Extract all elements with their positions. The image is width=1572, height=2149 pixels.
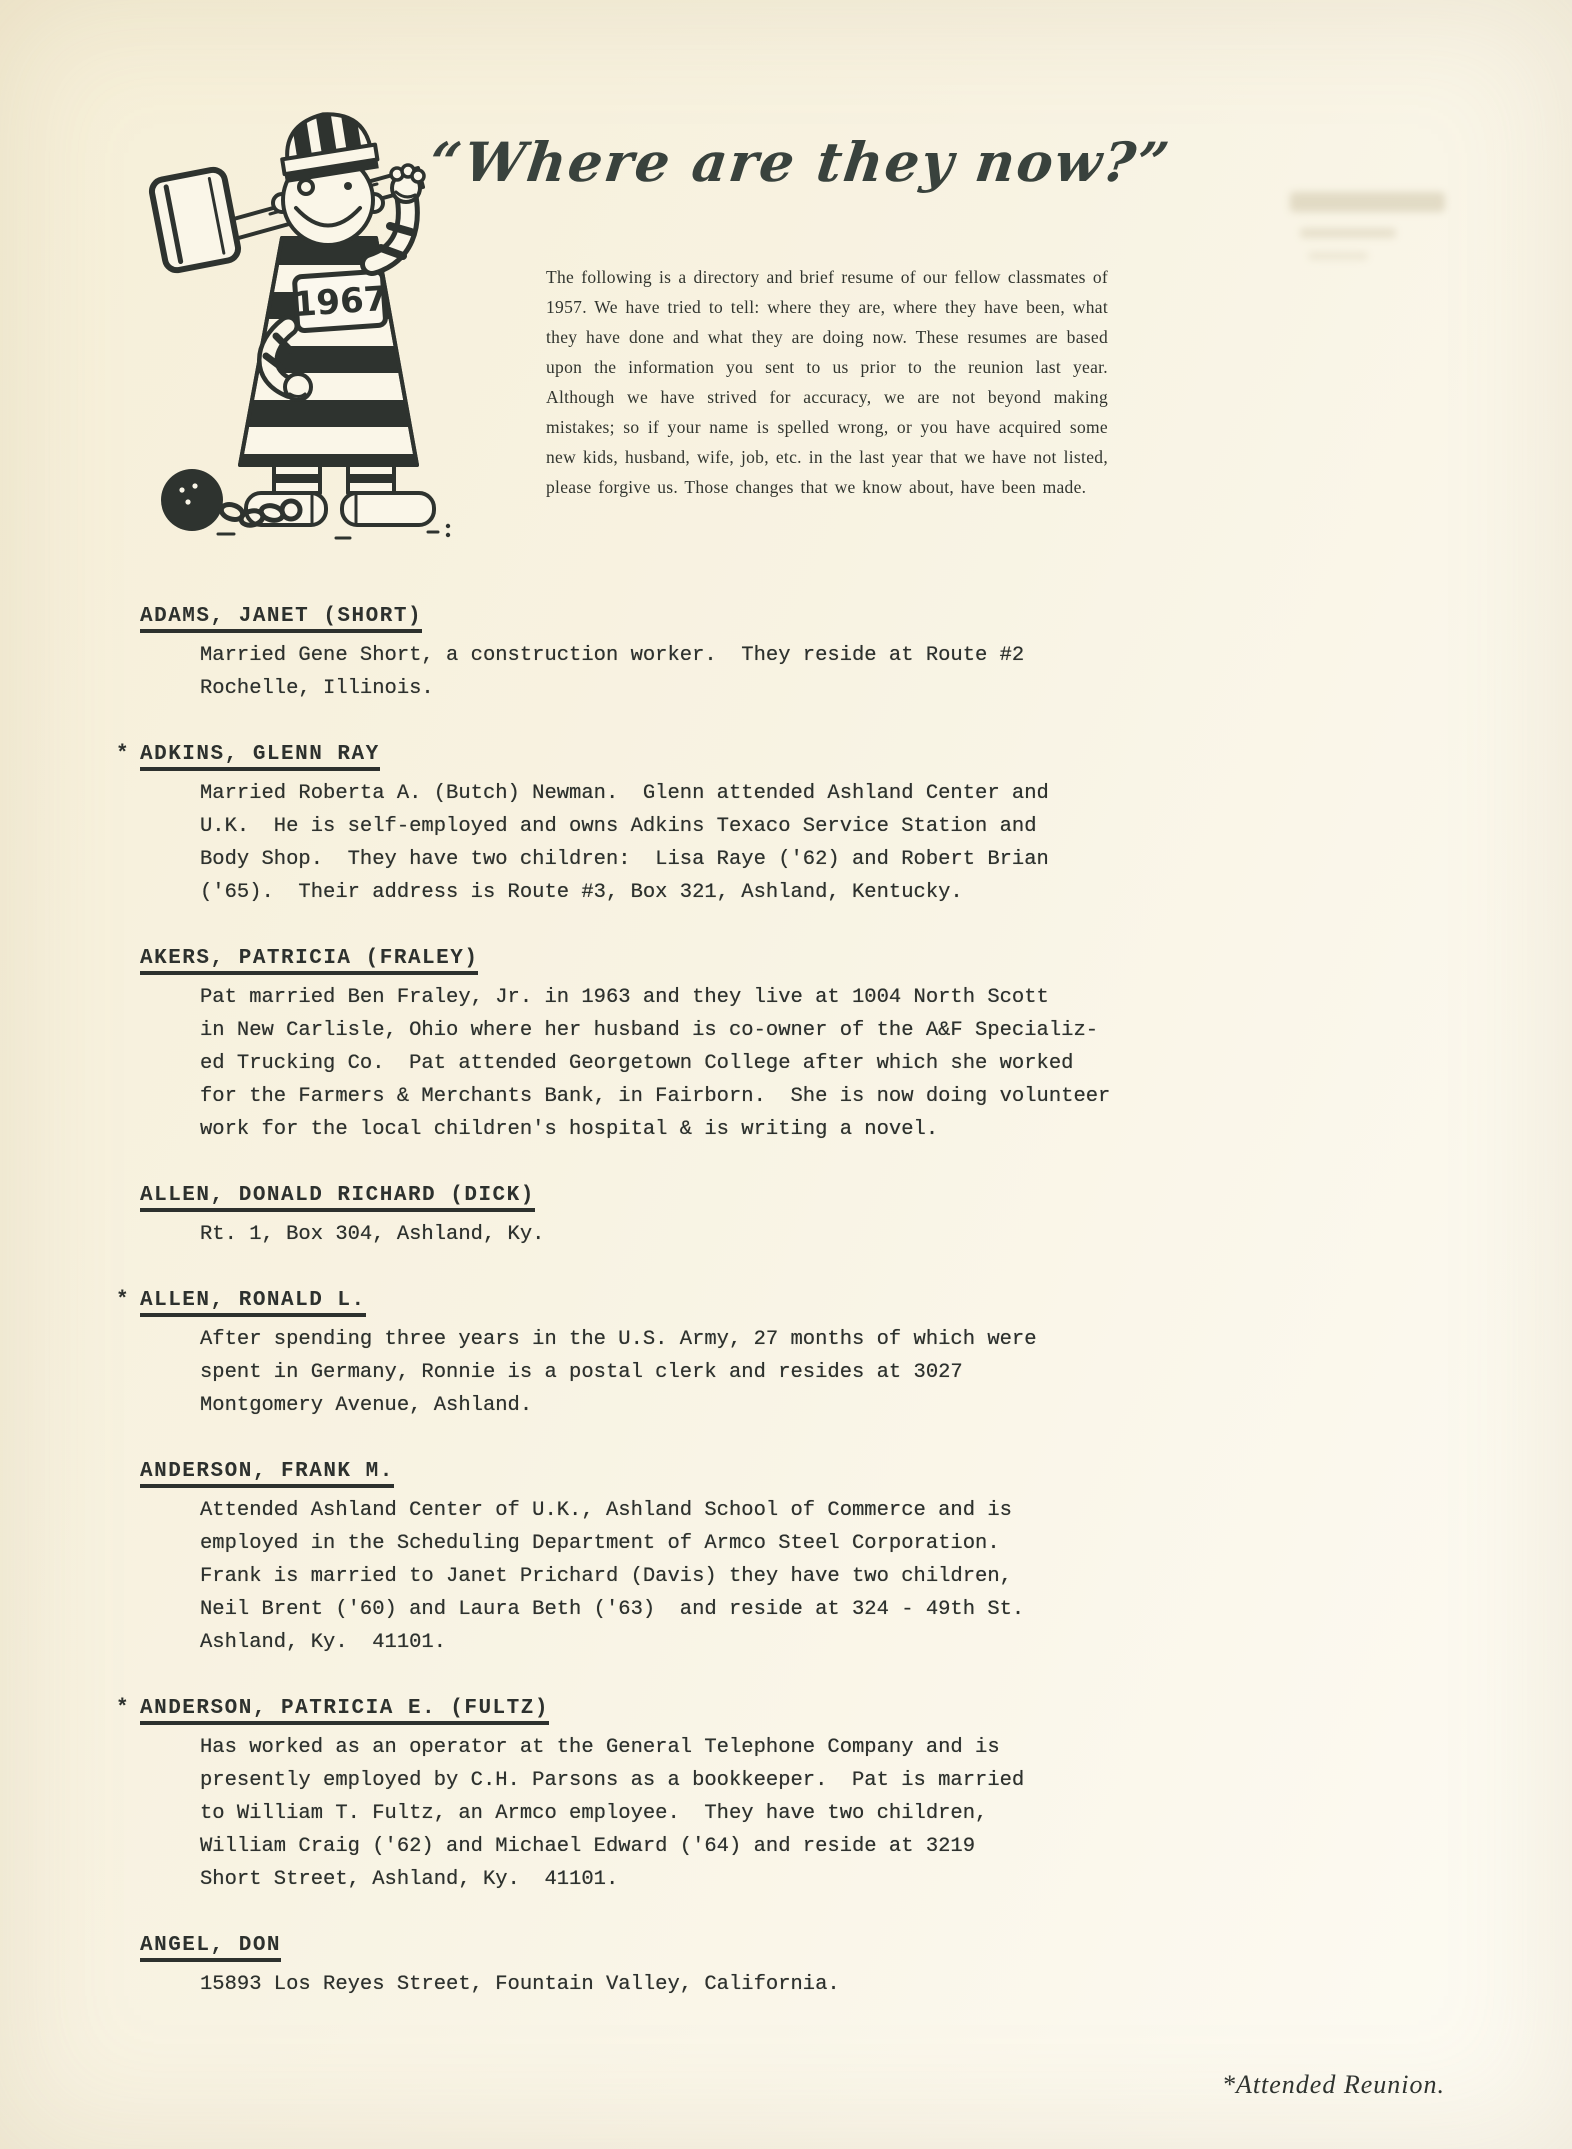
entry-line: 15893 Los Reyes Street, Fountain Valley, California.: [200, 1973, 840, 1996]
year-badge: [291, 271, 389, 331]
entry-body: [200, 1494, 1340, 1659]
entry-line: Rt. 1, Box 304, Ashland, Ky.: [200, 1223, 545, 1246]
entry-line: U.K. He is self-employed and owns Adkins Texaco Service Station and: [200, 815, 1037, 838]
entry-line: ('65). Their address is Route #3, Box 321, Ashland, Kentucky.: [200, 881, 963, 904]
ground-marks: [218, 532, 438, 538]
entry-line: After spending three years in the U.S. Army, 27 months of which were: [200, 1328, 1037, 1351]
entry-line: Married Roberta A. (Butch) Newman. Glenn attended Ashland Center and: [200, 782, 1049, 805]
entry-body: [200, 981, 1340, 1146]
entry-line: Montgomery Avenue, Ashland.: [200, 1394, 533, 1417]
entry-body: [200, 1218, 1340, 1251]
entry-line: ed Trucking Co. Pat attended Georgetown College after which she worked: [200, 1052, 1074, 1075]
entry-line: Has worked as an operator at the General Telephone Company and is: [200, 1736, 1000, 1759]
entry-body: [200, 639, 1340, 705]
entry-line: Frank is married to Janet Prichard (Davis) they have two children,: [200, 1565, 1012, 1588]
entry-body: [200, 1731, 1340, 1896]
entry-body: [200, 1968, 1340, 2001]
entry-line: spent in Germany, Ronnie is a postal clerk and resides at 3027: [200, 1361, 963, 1384]
directory-entry: [116, 1284, 1340, 1422]
entry-heading: [116, 1284, 1340, 1317]
directory-entry: [116, 1692, 1340, 1896]
entry-line: Married Gene Short, a construction worker. They reside at Route #2: [200, 644, 1025, 667]
entry-line: Rochelle, Illinois.: [200, 677, 434, 700]
entry-heading: [116, 1692, 1340, 1725]
entry-heading: [140, 942, 1340, 975]
entry-line: Pat married Ben Fraley, Jr. in 1963 and they live at 1004 North Scott: [200, 986, 1049, 1009]
entry-line: William Craig ('62) and Michael Edward ('64) and reside at 3219: [200, 1835, 976, 1858]
page-title: “Where are they now?”: [426, 130, 1175, 195]
entry-body: [200, 777, 1340, 909]
prisoner-illustration: [100, 88, 460, 548]
entry-name: ALLEN, RONALD L.: [140, 1289, 366, 1317]
prisoner-legs: [246, 465, 434, 525]
entry-heading: [140, 1455, 1340, 1488]
attended-reunion-footnote: *Attended Reunion.: [1221, 2070, 1445, 2099]
directory-entry: [140, 942, 1340, 1146]
entry-heading: [116, 738, 1340, 771]
entry-name: AKERS, PATRICIA (FRALEY): [140, 947, 478, 975]
ink-bleed-through: [1300, 228, 1396, 238]
entry-line: Attended Ashland Center of U.K., Ashland School of Commerce and is: [200, 1499, 1012, 1522]
entry-name: ADAMS, JANET (SHORT): [140, 605, 422, 633]
entry-heading: [140, 1179, 1340, 1212]
entry-line: work for the local children's hospital & is writing a novel.: [200, 1118, 939, 1141]
directory-entry: [140, 1179, 1340, 1251]
entry-line: Body Shop. They have two children: Lisa Raye ('62) and Robert Brian: [200, 848, 1049, 871]
entry-name: ANDERSON, PATRICIA E. (FULTZ): [140, 1697, 549, 1725]
entry-line: Neil Brent ('60) and Laura Beth ('63) and reside at 324 - 49th St.: [200, 1598, 1025, 1621]
intro-paragraph: The following is a directory and brief resume of our fellow classmates of 1957. We have tried to tell: where they are, where they have been, what they have done and what they are doing now. These resumes are based upon the information you sent to us prior to the reunion last year. Although we have strived for accuracy, we are not beyond making mistakes; so if your name is spelled wrong, or you have acquired some new kids, husband, wife, job, etc. in the last year that we have not listed, please forgive us. Those changes that we know about, have been made.: [546, 267, 1108, 497]
entry-name: ADKINS, GLENN RAY: [140, 743, 380, 771]
attended-star: *: [116, 1697, 131, 1720]
entry-line: Short Street, Ashland, Ky. 41101.: [200, 1868, 619, 1891]
ink-bleed-through: [1308, 252, 1368, 260]
entry-line: presently employed by C.H. Parsons as a bookkeeper. Pat is married: [200, 1769, 1025, 1792]
directory-entry: [140, 600, 1340, 705]
directory-entry: [140, 1455, 1340, 1659]
entry-heading: [140, 1929, 1340, 1962]
year-badge-text: 1967: [291, 278, 389, 326]
entry-body: [200, 1323, 1340, 1422]
entry-line: in New Carlisle, Ohio where her husband is co-owner of the A&F Specializ-: [200, 1019, 1099, 1042]
entry-name: ANGEL, DON: [140, 1934, 281, 1962]
entry-name: ANDERSON, FRANK M.: [140, 1460, 394, 1488]
entry-heading: [140, 600, 1340, 633]
ink-bleed-through: [1290, 192, 1445, 212]
entry-line: Ashland, Ky. 41101.: [200, 1631, 447, 1654]
entry-line: to William T. Fultz, an Armco employee. They have two children,: [200, 1802, 988, 1825]
entry-line: for the Farmers & Merchants Bank, in Fairborn. She is now doing volunteer: [200, 1085, 1111, 1108]
directory: [116, 600, 1340, 2034]
attended-star: *: [116, 743, 131, 766]
prisoner-cartoon: [100, 88, 460, 548]
directory-entry: [116, 738, 1340, 909]
directory-entry: [140, 1929, 1340, 2001]
entry-line: employed in the Scheduling Department of Armco Steel Corporation.: [200, 1532, 1000, 1555]
entry-name: ALLEN, DONALD RICHARD (DICK): [140, 1184, 535, 1212]
attended-star: *: [116, 1289, 131, 1312]
